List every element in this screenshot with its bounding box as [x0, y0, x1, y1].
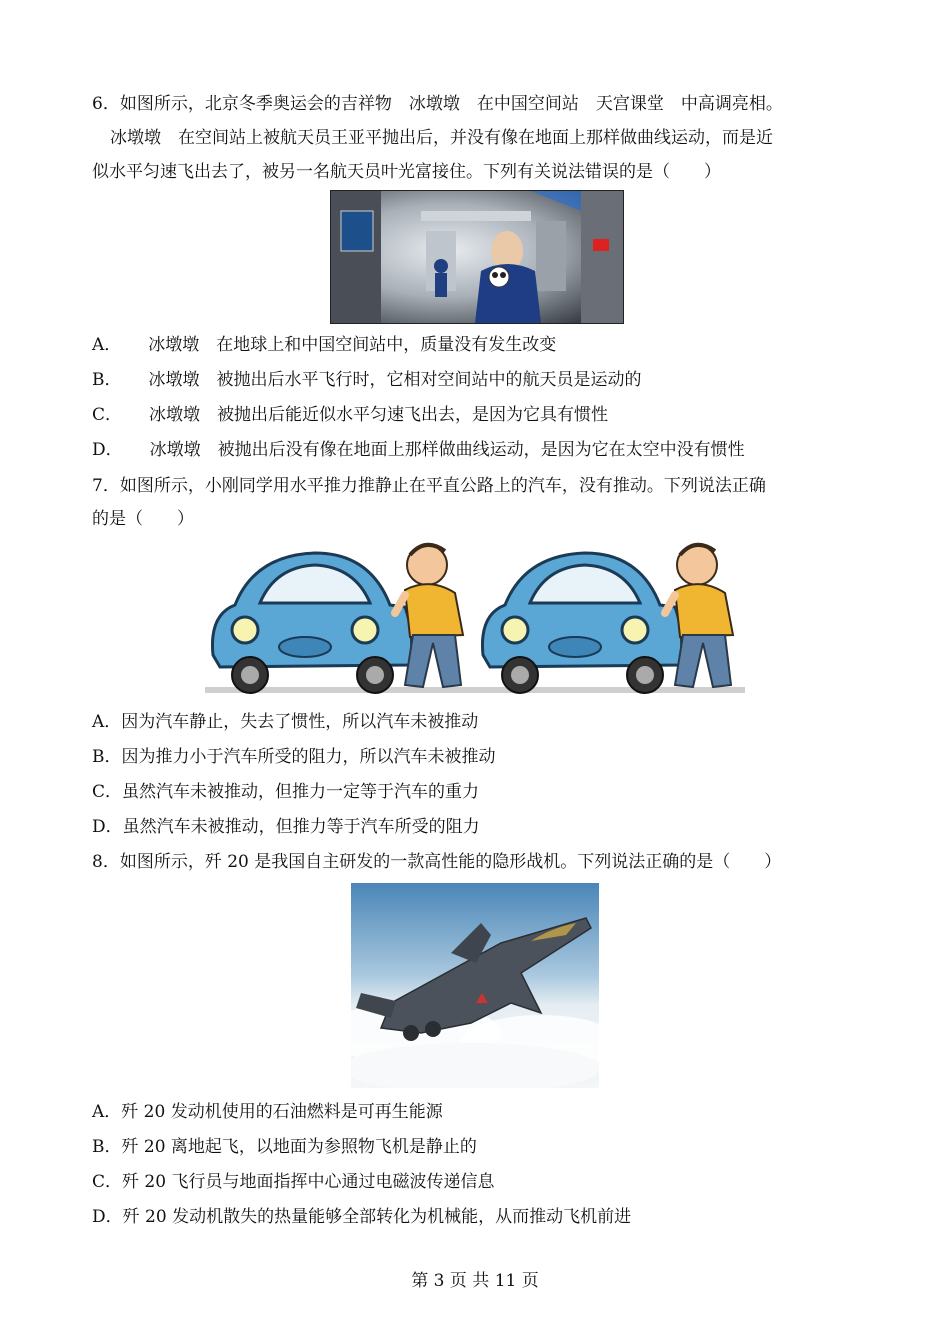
q7-option-b: B．因为推力小于汽车所受的阻力，所以汽车未被推动: [92, 747, 496, 767]
q8-option-c: C．歼 20 飞行员与地面指挥中心通过电磁波传递信息: [92, 1172, 495, 1192]
q6-stem-line3: 似水平匀速飞出去了，被另一名航天员叶光富接住。下列有关说法错误的是（ ）: [92, 162, 721, 182]
q8-stem-line1: 8．如图所示，歼 20 是我国自主研发的一款高性能的隐形战机。下列说法正确的是（ ）: [92, 852, 782, 872]
q8-option-b: B．歼 20 离地起飞，以地面为参照物飞机是静止的: [92, 1137, 477, 1157]
q7-option-d: D．虽然汽车未被推动，但推力等于汽车所受的阻力: [92, 817, 480, 837]
page-footer: 第 3 页 共 11 页: [411, 1271, 539, 1291]
q7-stem-line1: 7．如图所示，小刚同学用水平推力推静止在平直公路上的汽车，没有推动。下列说法正确: [92, 476, 766, 496]
q8-option-d: D．歼 20 发动机散失的热量能够全部转化为机械能，从而推动飞机前进: [92, 1207, 632, 1227]
q6-option-c: C． 冰墩墩 被抛出后能近似水平匀速飞出去，是因为它具有惯性: [92, 405, 609, 425]
space-station-photo: [330, 190, 624, 324]
stealth-fighter-photo: [351, 883, 599, 1088]
q6-option-b: B． 冰墩墩 被抛出后水平飞行时，它相对空间站中的航天员是运动的: [92, 370, 642, 390]
q6-stem-line2: 冰墩墩 在空间站上被航天员王亚平抛出后，并没有像在地面上那样做曲线运动，而是近: [110, 128, 773, 148]
car-push-cartoon: [205, 535, 745, 700]
q7-stem-line2: 的是（ ）: [92, 509, 194, 529]
q7-option-a: A．因为汽车静止，失去了惯性，所以汽车未被推动: [92, 712, 479, 732]
q7-option-c: C．虽然汽车未被推动，但推力一定等于汽车的重力: [92, 782, 480, 802]
q6-stem-line1: 6．如图所示，北京冬季奥运会的吉祥物 冰墩墩 在中国空间站 天宫课堂 中高调亮相。: [92, 94, 783, 114]
q8-option-a: A．歼 20 发动机使用的石油燃料是可再生能源: [92, 1102, 443, 1122]
q6-option-a: A． 冰墩墩 在地球上和中国空间站中，质量没有发生改变: [92, 335, 557, 355]
q6-option-d: D． 冰墩墩 被抛出后没有像在地面上那样做曲线运动，是因为它在太空中没有惯性: [92, 440, 745, 460]
